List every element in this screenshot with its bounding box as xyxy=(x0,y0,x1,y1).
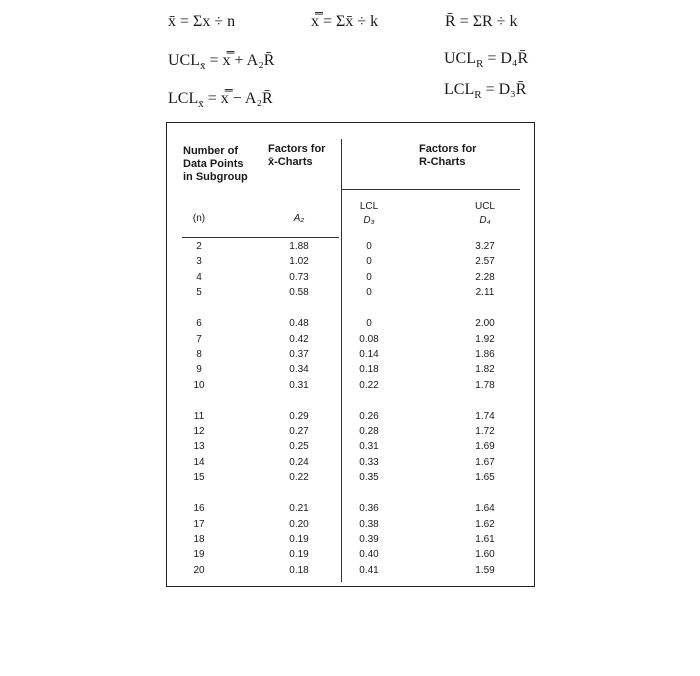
formula-label: LCL xyxy=(168,90,199,107)
header-xbar-factors xyxy=(268,143,325,169)
formula-lhs: R̄ xyxy=(445,13,456,30)
cell-n: 20 xyxy=(193,564,205,576)
formula-label: UCL xyxy=(444,50,476,67)
cell-a2: 0.22 xyxy=(289,472,309,484)
cell-n: 14 xyxy=(193,456,205,468)
cell-d4: 1.62 xyxy=(475,518,495,530)
header-rule xyxy=(342,189,520,190)
cell-a2: 1.02 xyxy=(289,256,309,268)
cell-n: 3 xyxy=(196,256,202,268)
column-header-n: (n) xyxy=(192,213,206,224)
cell-a2: 0.42 xyxy=(289,333,309,345)
cell-n: 11 xyxy=(193,410,205,422)
cell-d3: 0 xyxy=(366,318,372,330)
cell-d4: 1.74 xyxy=(475,410,495,422)
formula-rhs: = D₄R̄ xyxy=(487,50,529,67)
cell-d4: 1.64 xyxy=(475,503,495,515)
cell-n: 6 xyxy=(196,318,202,330)
column-header-lcl: LCL xyxy=(359,201,379,212)
cell-d3: 0.31 xyxy=(359,441,379,453)
cell-n: 17 xyxy=(193,518,205,530)
column-header-d3: D₃ xyxy=(363,215,375,226)
formula-lcl-r xyxy=(444,80,526,105)
cell-a2: 0.20 xyxy=(289,518,309,530)
formula-rhs: = x̿ + A₂R̄ xyxy=(209,52,275,69)
cell-a2: 0.73 xyxy=(289,271,309,283)
cell-d3: 0 xyxy=(366,271,372,283)
cell-d3: 0.22 xyxy=(359,379,379,391)
cell-a2: 0.25 xyxy=(289,441,309,453)
formula-ucl-r xyxy=(444,49,528,74)
cell-d4: 2.28 xyxy=(475,271,495,283)
cell-d3: 0.28 xyxy=(359,426,379,437)
cell-d4: 1.61 xyxy=(475,533,495,545)
formula-lhs: x̿ xyxy=(311,13,319,30)
cell-a2: 0.19 xyxy=(289,549,309,561)
formula-subscript: R xyxy=(474,89,482,102)
formula-subscript: x̄ xyxy=(200,60,206,73)
cell-a2: 0.27 xyxy=(289,426,309,437)
cell-d4: 3.27 xyxy=(475,241,495,252)
column-header-a2: A₂ xyxy=(293,213,305,224)
header-line: in Subgroup xyxy=(183,171,248,183)
cell-d4: 1.69 xyxy=(475,441,495,453)
column-divider xyxy=(341,139,342,582)
cell-d4: 1.92 xyxy=(475,333,495,345)
cell-d3: 0.26 xyxy=(359,410,379,422)
cell-d4: 1.86 xyxy=(475,348,495,360)
cell-n: 4 xyxy=(196,271,202,283)
cell-n: 15 xyxy=(193,472,205,484)
cell-n: 19 xyxy=(193,549,205,561)
formula-rhs: = x̿ − A₂R̄ xyxy=(207,90,273,107)
formula-lcl-x xyxy=(168,89,273,114)
formula-ucl-x xyxy=(168,51,274,76)
cell-a2: 1.88 xyxy=(289,241,309,252)
header-r-factors xyxy=(419,143,476,169)
cell-n: 12 xyxy=(193,426,205,437)
cell-a2: 0.24 xyxy=(289,456,309,468)
header-line: Factors for xyxy=(268,143,326,155)
control-chart-factors-table xyxy=(166,122,535,587)
cell-d3: 0.39 xyxy=(359,533,379,545)
cell-n: 18 xyxy=(193,533,205,545)
column-header-d4: D₄ xyxy=(479,215,491,226)
cell-n: 8 xyxy=(196,348,202,360)
formula-subscript: R xyxy=(476,58,484,71)
cell-n: 7 xyxy=(196,333,202,345)
subheader-rule xyxy=(182,237,339,238)
cell-d4: 1.60 xyxy=(475,549,495,561)
cell-a2: 0.21 xyxy=(289,503,309,515)
cell-d4: 2.00 xyxy=(475,318,495,330)
formula-rhs: = Σx ÷ n xyxy=(180,13,236,30)
cell-n: 9 xyxy=(196,364,202,376)
cell-d4: 1.78 xyxy=(475,379,495,391)
cell-d3: 0.35 xyxy=(359,472,379,484)
column-header-ucl: UCL xyxy=(474,201,495,212)
cell-d3: 0.33 xyxy=(359,456,379,468)
cell-d3: 0.08 xyxy=(359,333,379,345)
cell-d4: 1.72 xyxy=(475,426,495,437)
header-line: Factors for xyxy=(419,143,477,155)
cell-d3: 0 xyxy=(366,287,372,299)
cell-d3: 0.38 xyxy=(359,518,379,530)
cell-a2: 0.31 xyxy=(289,379,309,391)
formula-xbar-mean xyxy=(168,12,235,32)
cell-a2: 0.19 xyxy=(289,533,309,545)
formula-lhs: x̄ xyxy=(168,13,176,30)
cell-a2: 0.18 xyxy=(289,564,309,576)
cell-d3: 0.14 xyxy=(359,348,379,360)
cell-n: 2 xyxy=(196,241,202,252)
cell-a2: 0.58 xyxy=(289,287,309,299)
formula-xdbar-mean xyxy=(311,12,378,32)
formula-subscript: x̄ xyxy=(198,98,204,111)
cell-d4: 1.67 xyxy=(475,456,495,468)
formula-rbar-mean xyxy=(445,12,517,32)
cell-d3: 0 xyxy=(366,241,372,252)
cell-n: 16 xyxy=(193,503,205,515)
cell-d3: 0.40 xyxy=(359,549,379,561)
cell-d4: 1.59 xyxy=(475,564,495,576)
cell-n: 10 xyxy=(193,379,205,391)
header-line: Number of xyxy=(183,145,238,157)
cell-d4: 2.57 xyxy=(475,256,495,268)
formula-rhs: = D₃R̄ xyxy=(485,81,527,98)
cell-a2: 0.48 xyxy=(289,318,309,330)
cell-a2: 0.34 xyxy=(289,364,309,376)
header-line: x̄-Charts xyxy=(268,156,313,168)
formula-rhs: = Σx̄ ÷ k xyxy=(323,13,379,30)
formula-label: LCL xyxy=(444,81,475,98)
cell-d3: 0.18 xyxy=(359,364,379,376)
formula-label: UCL xyxy=(168,52,200,69)
header-line: R-Charts xyxy=(419,156,466,168)
formula-rhs: = ΣR ÷ k xyxy=(459,13,518,30)
cell-d4: 1.82 xyxy=(475,364,495,376)
cell-a2: 0.37 xyxy=(289,348,309,360)
cell-a2: 0.29 xyxy=(289,410,309,422)
cell-d4: 2.11 xyxy=(475,287,495,299)
cell-d3: 0.36 xyxy=(359,503,379,515)
cell-d3: 0 xyxy=(366,256,372,268)
cell-d4: 1.65 xyxy=(475,472,495,484)
header-subgroup-size xyxy=(183,145,248,184)
cell-d3: 0.41 xyxy=(359,564,379,576)
cell-n: 13 xyxy=(193,441,205,453)
cell-n: 5 xyxy=(196,287,202,299)
header-line: Data Points xyxy=(183,158,244,170)
